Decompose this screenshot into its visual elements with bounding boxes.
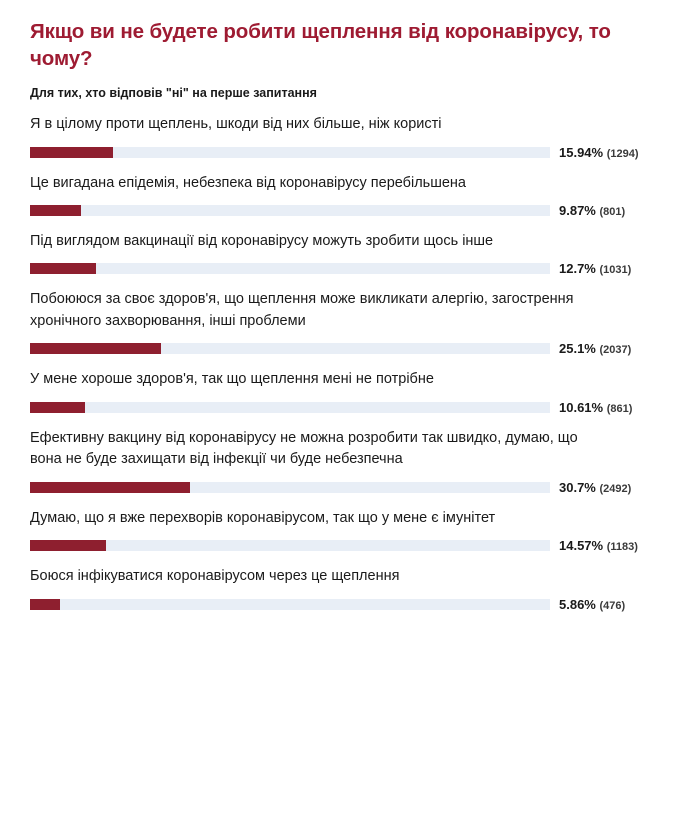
bar-label: Думаю, що я вже перехворів коронавірусом, так що у мене є імунітет (30, 509, 496, 526)
bar-list (30, 114, 660, 612)
bar-row (30, 341, 660, 356)
bar-row (30, 261, 660, 276)
bar-value (559, 538, 638, 553)
bar-fill (30, 343, 161, 354)
list-item (30, 173, 660, 218)
bar-label: Це вигадана епідемія, небезпека від коронавірусу перебільшена (30, 174, 466, 191)
bar-percent: 10.61% (559, 399, 604, 415)
bar-percent: 9.87% (559, 203, 596, 218)
bar-count: (1294) (606, 147, 639, 160)
bar-count: (476) (599, 599, 626, 612)
bar-percent: 25.1% (559, 341, 596, 357)
bar-fill (30, 482, 190, 493)
bar-label: Боюся інфікуватися коронавірусом через це щеплення (30, 568, 400, 585)
bar-fill (30, 540, 106, 551)
list-item (30, 508, 660, 553)
bar-row (30, 597, 660, 612)
bar-row (30, 538, 660, 553)
bar-label: Я в цілому проти щеплень, шкоди від них більше, ніж користі (30, 116, 442, 133)
bar-track (30, 147, 550, 158)
bar-value (559, 480, 631, 495)
bar-value (559, 145, 639, 160)
bar-label: Під виглядом вакцинації від коронавірусу можуть зробити щось інше (30, 233, 494, 249)
bar-percent: 5.86% (559, 596, 596, 612)
bar-count: (861) (606, 402, 633, 415)
bar-track (30, 205, 550, 216)
list-item (30, 428, 660, 495)
bar-fill (30, 263, 96, 274)
bar-track (30, 263, 550, 274)
bar-fill (30, 205, 81, 216)
list-item (30, 114, 660, 159)
page-title: Якщо ви не будете робити щеплення від коронавірусу, то чому? (30, 20, 611, 71)
bar-count: (801) (599, 206, 626, 218)
bar-label: Ефективну вакцину від коронавірусу не можна розробити так швидко, думаю, що вона не буде захищати від інфекції чи буде небезпечна (30, 429, 578, 468)
bar-value (559, 203, 625, 218)
bar-fill (30, 599, 60, 610)
list-item (30, 289, 660, 356)
bar-row (30, 145, 660, 160)
bar-value (559, 597, 625, 612)
bar-fill (30, 147, 113, 158)
bar-percent: 14.57% (559, 538, 604, 554)
bar-value (559, 341, 631, 356)
bar-row (30, 480, 660, 495)
bar-track (30, 482, 550, 493)
bar-row (30, 203, 660, 218)
bar-label: Побоююся за своє здоров'я, що щеплення може викликати алергію, загострення хронічного захворювання, інші проблеми (30, 291, 574, 329)
bar-value (559, 261, 631, 276)
bar-row (30, 400, 660, 415)
bar-track (30, 343, 550, 354)
bar-track (30, 599, 550, 610)
list-item (30, 369, 660, 414)
bar-label: У мене хороше здоров'я, так що щеплення мені не потрібне (30, 371, 434, 388)
bar-percent: 30.7% (559, 479, 596, 495)
bar-count: (1031) (599, 264, 632, 277)
bar-value (559, 400, 632, 415)
bar-percent: 12.7% (559, 261, 596, 277)
bar-track (30, 402, 550, 413)
bar-count: (1183) (606, 541, 638, 554)
bar-count: (2492) (599, 482, 632, 495)
list-item (30, 231, 660, 276)
bar-percent: 15.94% (559, 144, 604, 160)
list-item (30, 566, 660, 611)
bar-track (30, 540, 550, 551)
chart-subtitle: Для тих, хто відповів "ні" на перше запитання (30, 86, 317, 101)
bar-fill (30, 402, 85, 413)
bar-count: (2037) (599, 344, 632, 357)
